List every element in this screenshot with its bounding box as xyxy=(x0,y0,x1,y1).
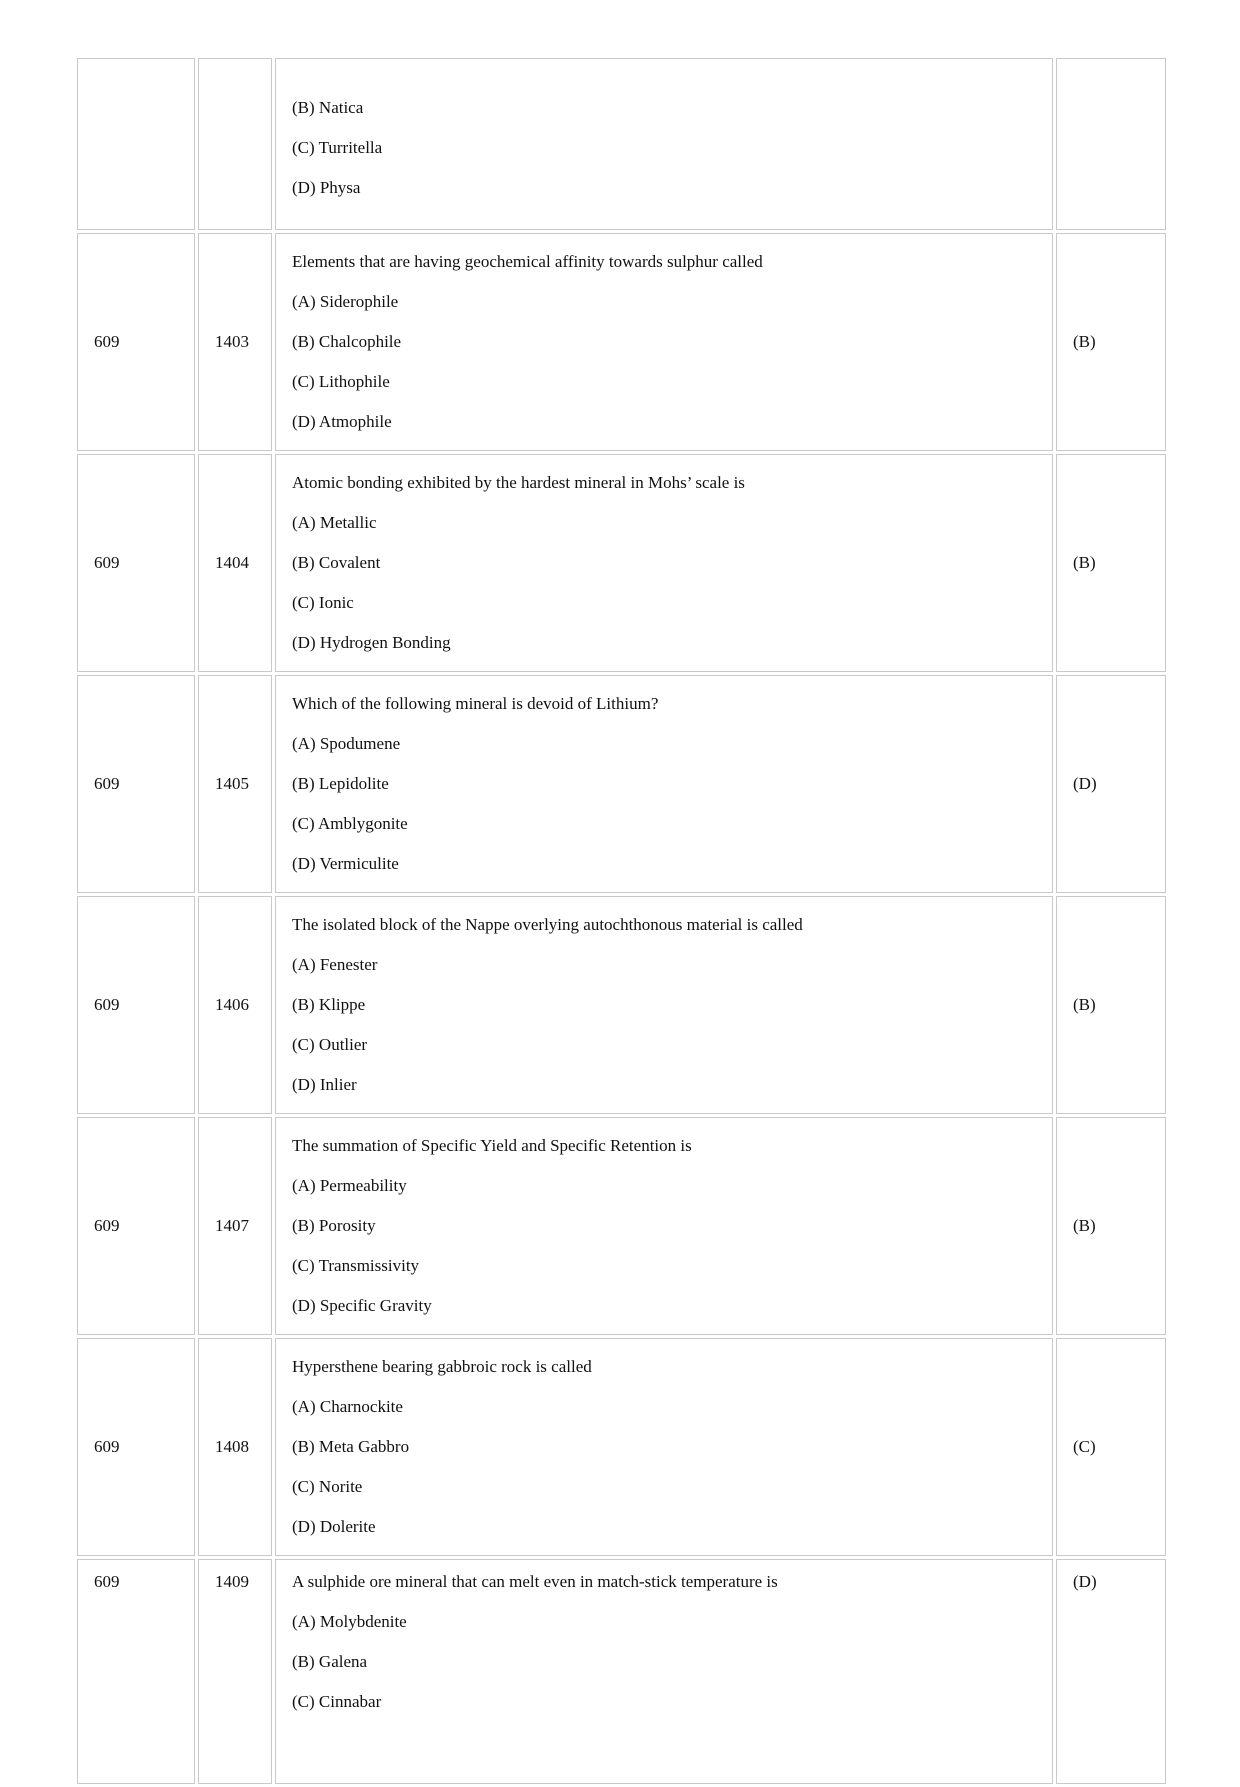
option-text: (A) Spodumene xyxy=(292,734,401,753)
option-text: (D) Physa xyxy=(292,177,361,197)
option-text: (A) Siderophile xyxy=(292,292,399,311)
paper-code-cell: 609 xyxy=(77,233,195,451)
option-text: (B) Klippe xyxy=(292,995,366,1014)
question-number-cell: 1405 xyxy=(198,675,272,893)
answer-cell: (B) xyxy=(1056,454,1166,672)
paper-code-cell: 609 xyxy=(77,896,195,1114)
table-row xyxy=(77,58,1166,230)
question-text: Elements that are having geochemical affinity towards sulphur called xyxy=(292,252,763,271)
table-row xyxy=(77,675,1166,893)
table-row xyxy=(77,896,1166,1114)
question-text: Hypersthene bearing gabbroic rock is called xyxy=(292,1357,592,1376)
option-text: (B) Lepidolite xyxy=(292,774,389,793)
question-cell xyxy=(275,233,1053,451)
answer-cell: (D) xyxy=(1056,1559,1166,1784)
option-text: (C) Turritella xyxy=(292,137,383,157)
option-text: (B) Meta Gabbro xyxy=(292,1437,410,1456)
answer-cell: (C) xyxy=(1056,1338,1166,1556)
option-text: (D) Inlier xyxy=(292,1075,357,1094)
table-row xyxy=(77,1338,1166,1556)
paper-code-cell: 609 xyxy=(77,1117,195,1335)
question-cell xyxy=(275,675,1053,893)
table-row xyxy=(77,1559,1166,1784)
question-number-cell: 1404 xyxy=(198,454,272,672)
paper-code-cell: 609 xyxy=(77,454,195,672)
question-table xyxy=(74,55,1169,1787)
option-text: (C) Transmissivity xyxy=(292,1256,420,1275)
paper-code-cell: 609 xyxy=(77,1338,195,1556)
question-cell xyxy=(275,896,1053,1114)
question-number-cell xyxy=(198,58,272,230)
question-text: Atomic bonding exhibited by the hardest mineral in Mohs’ scale is xyxy=(292,473,745,492)
table-row xyxy=(77,1117,1166,1335)
option-text: (A) Permeability xyxy=(292,1176,407,1195)
option-text: (A) Fenester xyxy=(292,955,378,974)
option-text: (C) Norite xyxy=(292,1477,363,1496)
question-text: Which of the following mineral is devoid of Lithium? xyxy=(292,694,659,713)
option-text: (C) Amblygonite xyxy=(292,814,408,833)
option-text: (D) Hydrogen Bonding xyxy=(292,633,451,652)
question-number-cell: 1409 xyxy=(198,1559,272,1784)
question-text: The isolated block of the Nappe overlying autochthonous material is called xyxy=(292,915,803,934)
question-cell xyxy=(275,1559,1053,1784)
question-cell xyxy=(275,58,1053,230)
option-text: (B) Galena xyxy=(292,1652,368,1671)
answer-cell xyxy=(1056,58,1166,230)
question-number-cell: 1408 xyxy=(198,1338,272,1556)
answer-cell: (B) xyxy=(1056,896,1166,1114)
paper-code-cell: 609 xyxy=(77,675,195,893)
question-text: The summation of Specific Yield and Specific Retention is xyxy=(292,1136,692,1155)
question-number-cell: 1403 xyxy=(198,233,272,451)
question-number-cell: 1406 xyxy=(198,896,272,1114)
paper-code-cell xyxy=(77,58,195,230)
option-text: (C) Ionic xyxy=(292,593,354,612)
table-row xyxy=(77,233,1166,451)
option-text: (D) Dolerite xyxy=(292,1517,376,1536)
question-cell xyxy=(275,1338,1053,1556)
option-text: (A) Metallic xyxy=(292,513,377,532)
option-text: (C) Lithophile xyxy=(292,372,390,391)
question-cell xyxy=(275,1117,1053,1335)
option-text: (D) Specific Gravity xyxy=(292,1296,432,1315)
answer-cell: (B) xyxy=(1056,233,1166,451)
option-text: (D) Vermiculite xyxy=(292,854,399,873)
answer-cell: (B) xyxy=(1056,1117,1166,1335)
option-text: (B) Chalcophile xyxy=(292,332,402,351)
option-text: (A) Charnockite xyxy=(292,1397,403,1416)
option-text: (B) Porosity xyxy=(292,1216,376,1235)
option-text: (D) Atmophile xyxy=(292,412,392,431)
option-text: (C) Cinnabar xyxy=(292,1692,382,1711)
question-text: A sulphide ore mineral that can melt even in match-stick temperature is xyxy=(292,1572,778,1591)
option-text: (B) Natica xyxy=(292,97,364,117)
question-cell xyxy=(275,454,1053,672)
option-text: (A) Molybdenite xyxy=(292,1612,407,1631)
question-table-sheet xyxy=(74,58,1169,1711)
paper-code-cell: 609 xyxy=(77,1559,195,1784)
question-number-cell: 1407 xyxy=(198,1117,272,1335)
option-text: (B) Covalent xyxy=(292,553,381,572)
table-row xyxy=(77,454,1166,672)
answer-cell: (D) xyxy=(1056,675,1166,893)
option-text: (C) Outlier xyxy=(292,1035,368,1054)
